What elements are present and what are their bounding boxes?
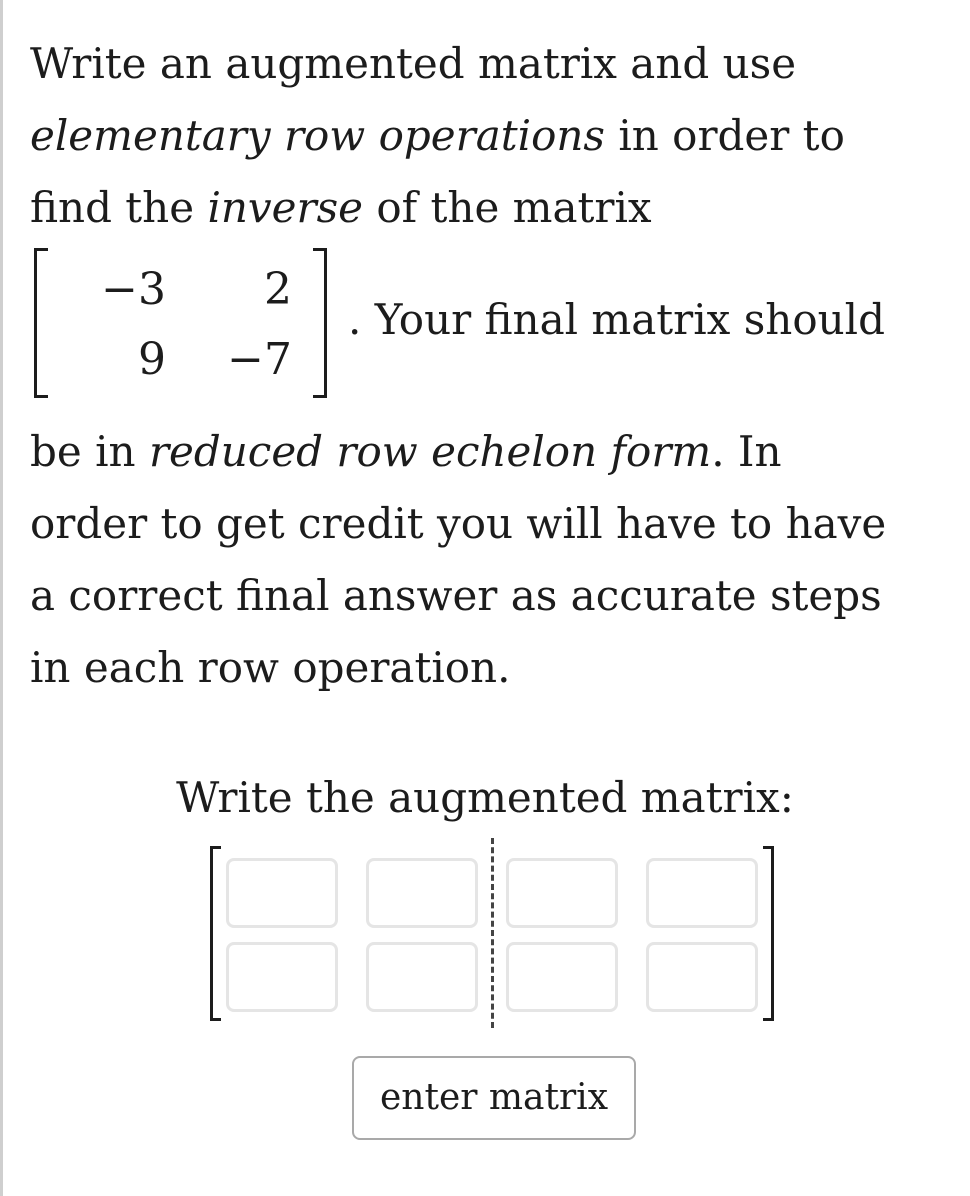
augmented-matrix-heading: Write the augmented matrix: [176,773,794,822]
augmented-matrix-input [210,838,775,1026]
left-border [0,0,3,1196]
question-line-1: Write an augmented matrix and use [30,39,797,88]
matrix-cell: 9 [138,334,166,385]
matrix-entry-r2c2[interactable] [366,942,478,1012]
question-line-5: be in reduced row echelon form. In [30,427,782,476]
matrix-left-bracket [34,248,48,398]
question-line-3: find the inverse of the matrix [30,183,652,232]
matrix-cell: 2 [264,264,292,315]
matrix-entry-r2c1[interactable] [226,942,338,1012]
emphasis-inverse: inverse [207,183,363,232]
augmented-right-bracket [763,846,774,1021]
question-line-4-tail: . Your final matrix should [348,295,885,344]
augmented-divider [491,838,494,1028]
augmented-left-bracket [210,846,221,1021]
question-line-7: a correct final answer as accurate steps [30,571,882,620]
matrix-entry-r2c4[interactable] [646,942,758,1012]
emphasis-rref: reduced row echelon form [148,427,712,476]
matrix-entry-r1c3[interactable] [506,858,618,928]
question-line-8: in each row operation. [30,643,511,692]
matrix-entry-r2c3[interactable] [506,942,618,1012]
question-text [30,28,950,704]
matrix-entry-r1c4[interactable] [646,858,758,928]
matrix-entry-r1c2[interactable] [366,858,478,928]
given-matrix-row [30,244,950,416]
matrix-entry-r1c1[interactable] [226,858,338,928]
emphasis-elementary-row-operations: elementary row operations [30,111,605,160]
matrix-cell: −3 [101,264,166,315]
matrix-right-bracket [313,248,327,398]
matrix-cell: −7 [227,334,292,385]
question-line-2: elementary row operations in order to [30,111,845,160]
enter-matrix-button[interactable]: enter matrix [352,1056,636,1140]
question-line-6: order to get credit you will have to have [30,499,887,548]
